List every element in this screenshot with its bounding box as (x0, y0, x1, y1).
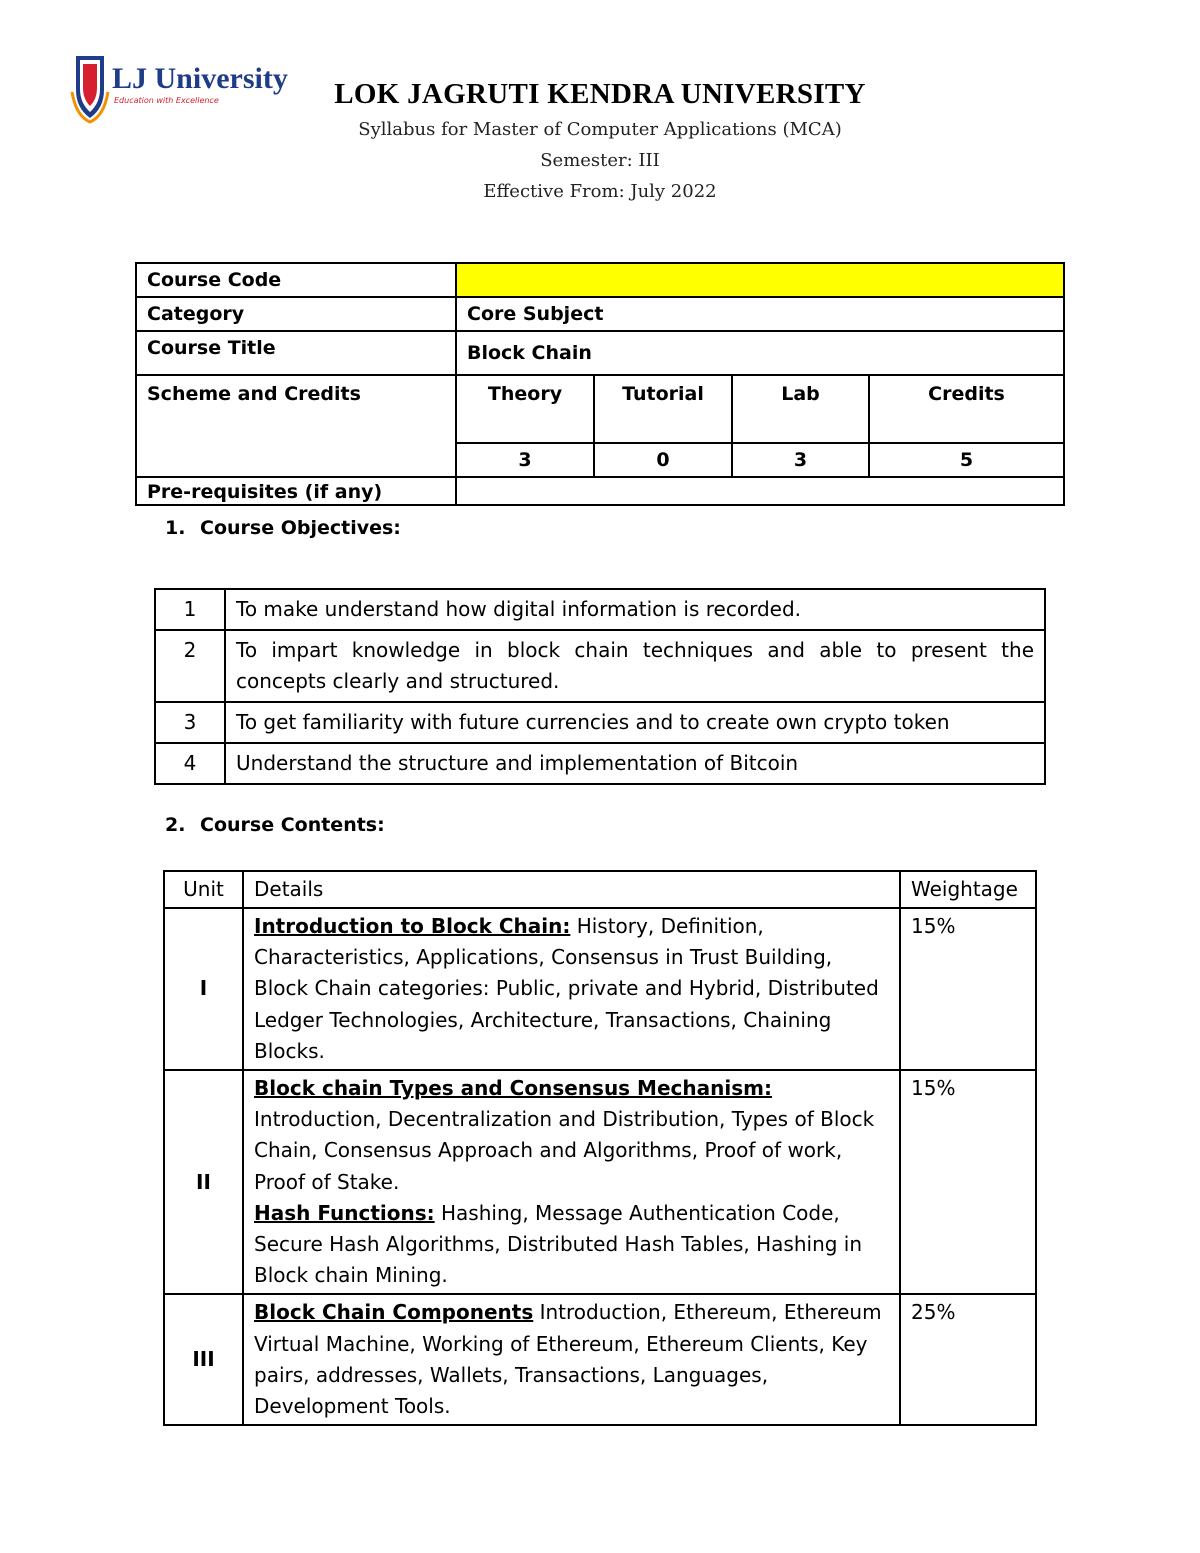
unit-topic-text: History, Definition, Characteristics, Applications, Consensus in Trust Building, Block Chain categories: Public, private and Hybrid, Distributed Ledger Technologies, Architecture, Transactions, Chaining Blocks. (254, 914, 879, 1063)
unit-topic-text: Hashing, Message Authentication Code, Secure Hash Algorithms, Distributed Hash Tables, Hashing in Block chain Mining. (254, 1200, 863, 1288)
contents-heading (165, 812, 385, 838)
objectives-heading (165, 515, 401, 541)
unit-details (243, 1070, 900, 1294)
document-header (0, 76, 1200, 207)
scheme-header-theory: Theory (456, 375, 594, 443)
contents-title: Course Contents: (200, 814, 385, 836)
effective-line: Effective From: July 2022 (483, 181, 717, 202)
unit-number: II (164, 1070, 243, 1294)
unit-topic: Block chain Types and Consensus Mechanism: (254, 1076, 772, 1101)
objective-number: 2 (155, 630, 225, 702)
unit-weightage: 25% (900, 1294, 1036, 1425)
scheme-header-row (136, 375, 1064, 443)
scheme-header-tutorial: Tutorial (594, 375, 732, 443)
objectives-title: Course Objectives: (200, 517, 401, 539)
unit-row (164, 908, 1036, 1070)
scheme-value-tutorial: 0 (594, 443, 732, 477)
course-contents-table (163, 870, 1037, 1426)
weightage-column-header: Weightage (900, 871, 1036, 908)
objective-row (155, 589, 1045, 630)
objective-number: 3 (155, 702, 225, 743)
course-title-row (136, 331, 1064, 375)
objective-number: 4 (155, 743, 225, 784)
objective-number: 1 (155, 589, 225, 630)
objective-text: To make understand how digital information is recorded. (225, 589, 1045, 630)
objective-text: Understand the structure and implementation of Bitcoin (225, 743, 1045, 784)
details-column-header: Details (243, 871, 900, 908)
contents-number: 2. (165, 814, 186, 836)
category-row (136, 297, 1064, 331)
unit-weightage: 15% (900, 908, 1036, 1070)
unit-details (243, 908, 900, 1070)
objective-text: To impart knowledge in block chain techniques and able to present the concepts clearly and structured. (225, 630, 1045, 702)
course-title-label: Course Title (136, 331, 456, 375)
unit-number: III (164, 1294, 243, 1425)
scheme-header-credits: Credits (869, 375, 1064, 443)
unit-row (164, 1070, 1036, 1294)
category-value: Core Subject (456, 297, 1064, 331)
prerequisites-row (136, 477, 1064, 505)
scheme-header-lab: Lab (732, 375, 869, 443)
unit-column-header: Unit (164, 871, 243, 908)
university-name: LOK JAGRUTI KENDRA UNIVERSITY (334, 78, 866, 110)
objective-row (155, 702, 1045, 743)
prerequisites-value (456, 477, 1064, 505)
logo-tagline: Education with Excellence (114, 96, 219, 105)
semester-line: Semester: III (540, 150, 660, 171)
unit-weightage: 15% (900, 1070, 1036, 1294)
scheme-value-theory: 3 (456, 443, 594, 477)
unit-topic-text: Introduction, Ethereum, Ethereum Virtual Machine, Working of Ethereum, Ethereum Clients, Key pairs, addresses, Wallets, Transactions, Languages, Development Tools. (254, 1300, 882, 1419)
unit-topic-text: Introduction, Decentralization and Distribution, Types of Block Chain, Consensus Approach and Algorithms, Proof of work, Proof of Stake. (254, 1107, 875, 1194)
logo-wordmark: LJ University (112, 62, 288, 95)
contents-header-row (164, 871, 1036, 908)
scheme-value-credits: 5 (869, 443, 1064, 477)
category-label: Category (136, 297, 456, 331)
unit-topic: Introduction to Block Chain: (254, 914, 571, 938)
unit-details (243, 1294, 900, 1425)
scheme-value-lab: 3 (732, 443, 869, 477)
unit-number: I (164, 908, 243, 1070)
syllabus-line: Syllabus for Master of Computer Applications (MCA) (358, 119, 842, 140)
course-code-label: Course Code (136, 263, 456, 297)
objective-row (155, 630, 1045, 702)
course-info-table (135, 262, 1065, 506)
unit-topic: Block Chain Components (254, 1300, 534, 1325)
objectives-table (154, 588, 1046, 785)
objective-text: To get familiarity with future currencies and to create own crypto token (225, 702, 1045, 743)
course-code-value (456, 263, 1064, 297)
course-code-row (136, 263, 1064, 297)
course-title-value: Block Chain (456, 331, 1064, 375)
objective-row (155, 743, 1045, 784)
unit-row (164, 1294, 1036, 1425)
objectives-number: 1. (165, 517, 186, 539)
prerequisites-label: Pre-requisites (if any) (136, 477, 456, 505)
unit-topic: Hash Functions: (254, 1200, 435, 1225)
scheme-label: Scheme and Credits (136, 375, 456, 477)
